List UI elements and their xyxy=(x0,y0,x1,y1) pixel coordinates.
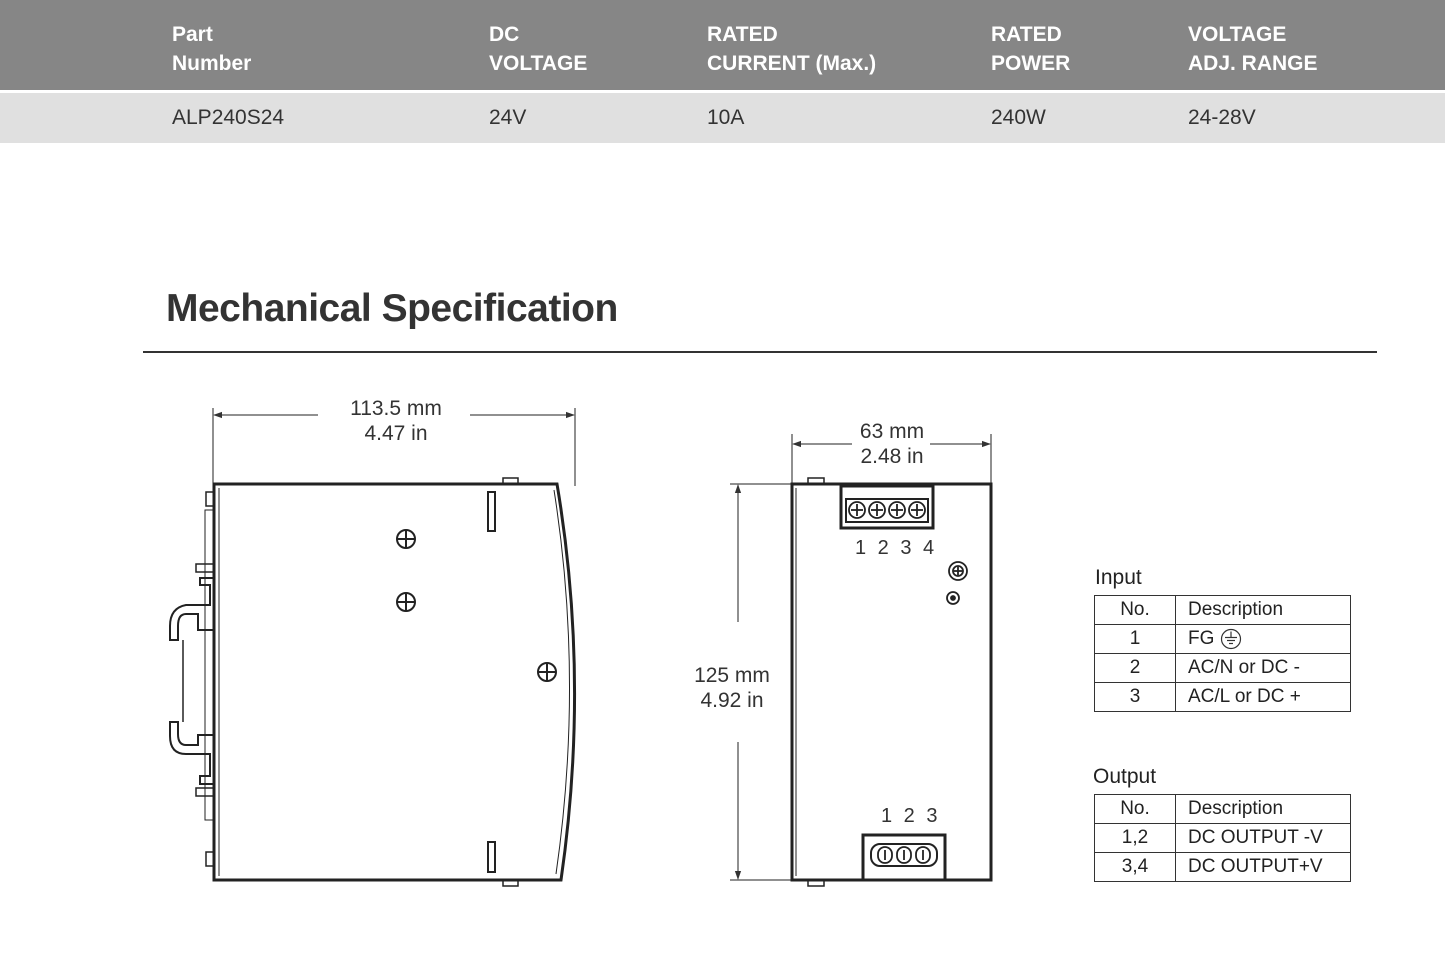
screw-icon xyxy=(538,663,556,681)
header-part-number: Part Number xyxy=(172,23,252,75)
screw-icon xyxy=(397,530,415,548)
header-dc-voltage: DC VOLTAGE xyxy=(489,23,588,75)
side-width-mm: 113.5 mm xyxy=(350,397,442,420)
pin-number: 1 xyxy=(1095,625,1176,654)
cell-part-number: ALP240S24 xyxy=(172,106,285,129)
height-in: 4.92 in xyxy=(700,689,764,712)
height-mm: 125 mm xyxy=(694,664,770,687)
cell-voltage-adj-range: 24-28V xyxy=(1188,106,1256,129)
input-terminal-numbers: 1 2 3 4 xyxy=(855,537,938,559)
ground-icon xyxy=(1220,628,1242,650)
pin-number: 3 xyxy=(1095,683,1176,712)
header-rated-current: RATED CURRENT (Max.) xyxy=(707,23,877,75)
column-header-description: Description xyxy=(1176,596,1351,625)
pin-number: 1,2 xyxy=(1095,824,1176,853)
header-rated-power: RATED POWER xyxy=(991,23,1071,75)
table-header-row xyxy=(1095,795,1351,824)
front-width-in: 2.48 in xyxy=(860,445,924,468)
input-pin-table xyxy=(1094,595,1351,712)
front-width-mm: 63 mm xyxy=(859,420,925,443)
side-view xyxy=(170,408,575,886)
pin-number: 3,4 xyxy=(1095,853,1176,882)
cell-rated-current: 10A xyxy=(707,106,745,129)
pin-description: AC/L or DC + xyxy=(1176,683,1351,712)
table-header-row xyxy=(1095,596,1351,625)
table-row xyxy=(1095,654,1351,683)
front-view xyxy=(730,434,991,886)
cell-dc-voltage: 24V xyxy=(489,106,527,129)
front-width-label xyxy=(842,419,942,469)
section-title: Mechanical Specification xyxy=(166,287,618,330)
input-table-caption: Input xyxy=(1095,566,1142,589)
table-row xyxy=(1095,824,1351,853)
pin-description-text: FG xyxy=(1188,628,1215,649)
table-row xyxy=(1095,853,1351,882)
cell-rated-power: 240W xyxy=(991,106,1046,129)
column-header-no: No. xyxy=(1095,596,1176,625)
output-table-caption: Output xyxy=(1093,765,1157,788)
pin-description: DC OUTPUT -V xyxy=(1176,824,1351,853)
column-header-no: No. xyxy=(1095,795,1176,824)
pin-description: AC/N or DC - xyxy=(1176,654,1351,683)
output-pin-table xyxy=(1094,794,1351,882)
column-header-description: Description xyxy=(1176,795,1351,824)
pin-description xyxy=(1176,625,1351,654)
table-row xyxy=(1095,683,1351,712)
side-width-label xyxy=(326,396,466,446)
screw-icon xyxy=(397,593,415,611)
output-terminal-numbers: 1 2 3 xyxy=(881,805,941,827)
pin-description: DC OUTPUT+V xyxy=(1176,853,1351,882)
pin-number: 2 xyxy=(1095,654,1176,683)
height-label xyxy=(682,663,782,713)
header-voltage-adj-range: VOLTAGE ADJ. RANGE xyxy=(1188,23,1318,75)
side-width-in: 4.47 in xyxy=(364,422,428,445)
table-row xyxy=(1095,625,1351,654)
